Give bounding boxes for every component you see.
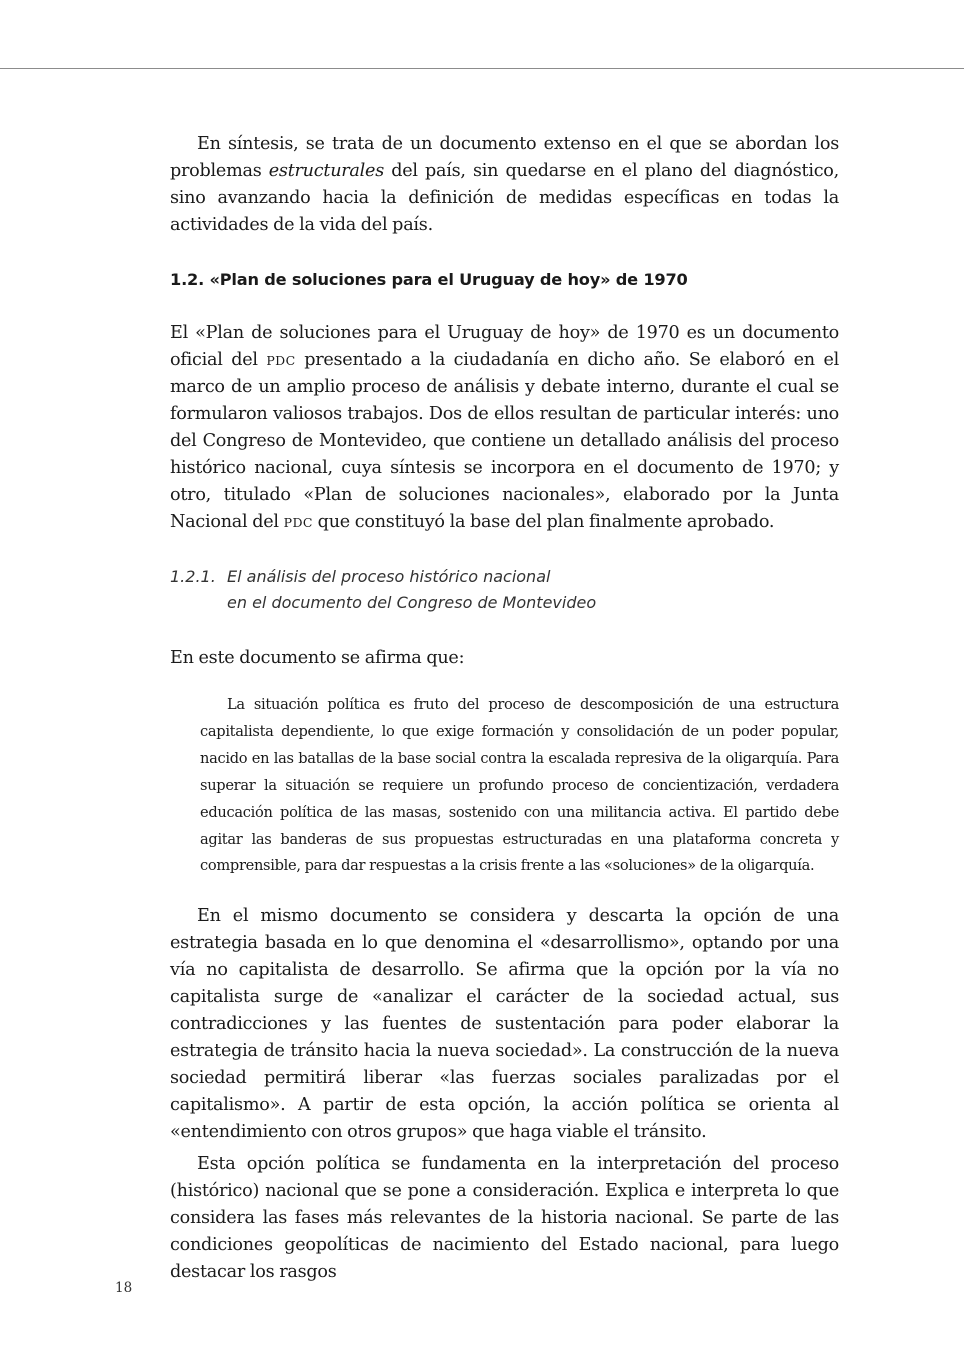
subsection-title [227, 564, 839, 616]
abbreviation: PDC [283, 515, 313, 530]
paragraph-text: que constituyó la base del plan finalmente aprobado. [312, 512, 775, 532]
paragraph-intro-quote: En este documento se afirma que: [170, 648, 465, 668]
paragraph-text: del país, sin quedarse en el plano del diagnóstico, sino avanzando hacia la definición de medidas específicas en todas la actividades de la vida del país. [170, 161, 839, 235]
subsection-title-line: en el documento del Congreso de Montevideo [227, 593, 597, 612]
page-number: 18 [115, 1280, 133, 1296]
paragraph-plan [170, 320, 839, 536]
page-body [170, 131, 839, 1286]
paragraph-text: El «Plan de soluciones para el Uruguay de hoy» de 1970 es un documento oficial del [170, 323, 839, 370]
paragraph-strategy: En el mismo documento se considera y descarta la opción de una estrategia basada en lo que denomina el «desarrollismo», optando por una vía no capitalista de desarrollo. Se afirma que la opción por la vía no capitalista surge de «analizar el carácter de la sociedad actual, sus contradicciones y las fuentes de sustentación para poder elaborar la estrategia de tránsito hacia la nueva sociedad». La construcción de la nueva sociedad permitirá liberar «las fuerzas sociales paralizadas por el capitalismo». A partir de esta opción, la acción política se orienta al «entendimiento con otros grupos» que haga viable el tránsito. [170, 906, 839, 1143]
header-rule [0, 68, 964, 69]
paragraph-synthesis [170, 131, 839, 239]
abbreviation: PDC [266, 353, 296, 368]
paragraph-text: En síntesis, se trata de un documento extenso en el que se abordan los problemas [170, 134, 839, 181]
emphasis-text: estructurales [268, 161, 384, 181]
subsection-heading [170, 564, 839, 616]
paragraph-interpretation: Esta opción política se fundamenta en la interpretación del proceso (histórico) nacional que se pone a consideración. Explica e interpreta lo que considera las fases más relevantes de la historia nacional. Se parte de las condiciones geopolíticas de nacimiento del Estado nacional, para luego destacar los rasgos [170, 1154, 839, 1283]
paragraph-text: presentado a la ciudadanía en dicho año. Se elaboró en el marco de un amplio proceso de análisis y debate interno, durante el cual se formularon valiosos trabajos. Dos de ellos resultan de particular interés: uno del Congreso de Montevideo, que contiene un detallado análisis del proceso histórico nacional, cuya síntesis se incorpora en el documento de 1970; y otro, titulado «Plan de soluciones nacionales», elaborado por la Junta Nacional del [170, 350, 839, 532]
subsection-title-line: El análisis del proceso histórico nacional [227, 567, 551, 586]
block-quote: La situación política es fruto del proceso de descomposición de una estructura capitalista dependiente, lo que exige formación y consolidación de un poder popular, nacido en las batallas de la base social contra la escalada represiva de la oligarquía. Para superar la situación se requiere un profundo proceso de concientización, verdadera educación política de las masas, sostenido con una militancia activa. El partido debe agitar las banderas de sus propuestas estructuradas en una plataforma concreta y comprensible, para dar respuestas a la crisis frente a las «soluciones» de la oligarquía. [200, 696, 839, 875]
section-heading: 1.2. «Plan de soluciones para el Uruguay de hoy» de 1970 [170, 270, 688, 289]
subsection-number: 1.2.1. [170, 567, 216, 586]
